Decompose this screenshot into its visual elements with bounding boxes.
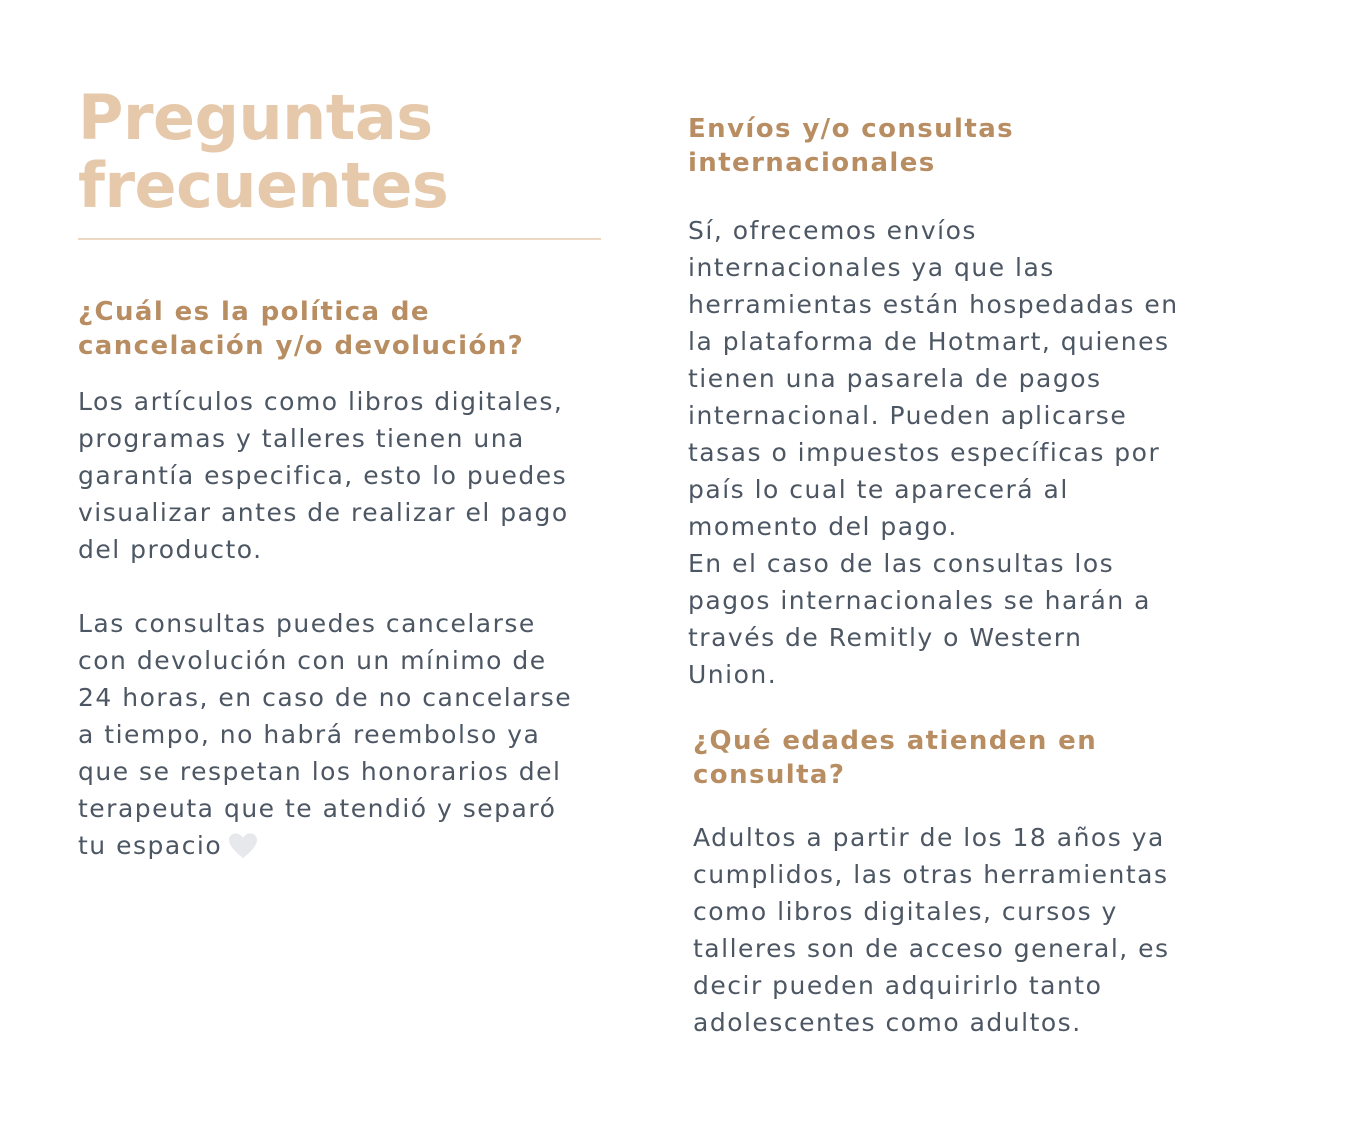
faq-answer: Sí, ofrecemos envíos internacionales ya que las herramientas están hospedadas en la plataforma de Hotmart, quienes tienen una pasarela de pagos internacional. Pueden aplicarse tasas o impuestos específicas por país lo cual te aparecerá al momento del pago. En el caso de las consultas los pagos internacionales se harán a través de Remitly o Western Union. [688, 216, 1179, 689]
title-divider [78, 238, 601, 240]
faq-answer: Adultos a partir de los 18 años ya cumplidos, las otras herramientas como libros digitales, cursos y talleres son de acceso general, es decir pueden adquirirlo tanto adolescentes como adultos. [693, 823, 1170, 1037]
faq-answer [78, 383, 638, 864]
faq-question: Envíos y/o consultas internacionales [688, 114, 1015, 178]
faq-answer-text: Los artículos como libros digitales, programas y talleres tienen una garantía especifica, esto lo puedes visualizar antes de realizar el pago del producto. Las consultas puedes cancelarse con devolución con un mínimo de 24 horas, en caso de no cancelarse a tiempo, no habrá reembolso ya que se respetan los honorarios del terapeuta que te atendió y separó tu espacio [78, 387, 573, 860]
page-title: Preguntas frecuentes [78, 81, 449, 222]
faq-question: ¿Cuál es la política de cancelación y/o devolución? [78, 297, 525, 361]
faq-question: ¿Qué edades atienden en consulta? [693, 726, 1098, 790]
heart-icon [228, 832, 258, 860]
